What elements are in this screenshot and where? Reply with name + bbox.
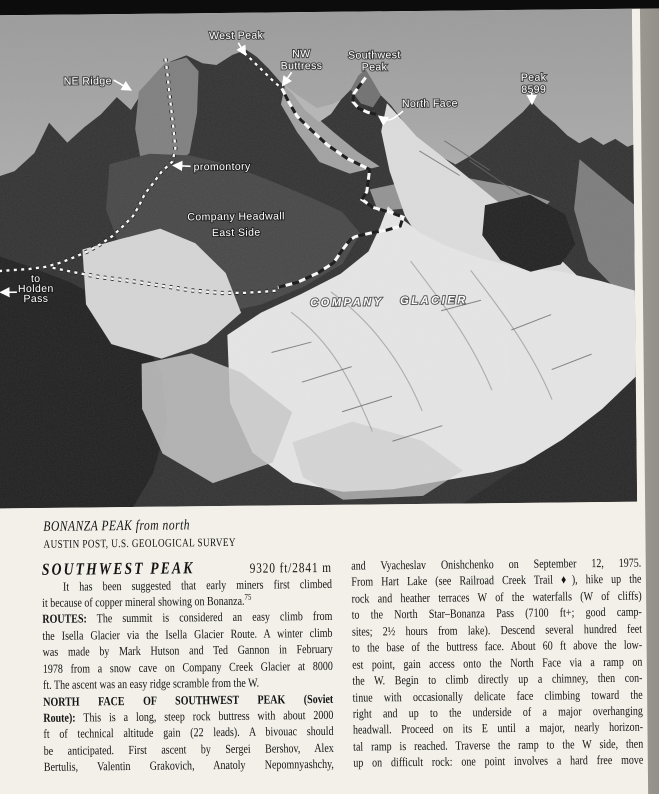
text-line: sites; 2½ hours from lake). Descend several hundred feet <box>351 621 643 639</box>
text-line: and Vyacheslav Onishchenko on September 12, 1975. <box>351 555 642 573</box>
photo-label-company-glacier-left: COMPANY <box>310 296 384 310</box>
text-line: est point, gain access onto the North Face via a ramp on <box>352 654 643 672</box>
caption-title: BONANZA PEAK from north <box>43 517 191 535</box>
photo-label-ne-ridge: NE Ridge <box>63 75 112 88</box>
caption-credit: AUSTIN POST, U.S. GEOLOGICAL SURVEY <box>43 536 236 551</box>
elevation-value: 9320 ft/2841 m <box>249 560 332 577</box>
right-column-text <box>351 555 643 772</box>
text-line: was made by Mark Hutson and Ted Gannon in February <box>42 642 333 660</box>
text-line: NORTH FACE OF SOUTHWEST PEAK (Soviet <box>43 691 334 709</box>
left-column <box>42 558 334 776</box>
text-line: the Isella Glacier via the Isella Glacier Route. A winter climb <box>42 625 333 643</box>
text-line: Route): This is a long, steep rock buttress with about 2000 <box>43 707 334 725</box>
text-line: be anticipated. First ascent by Sergei Bershov, Alex <box>43 740 334 758</box>
photo-label-company-glacier-right: GLACIER <box>400 294 468 308</box>
photo-label-west-peak: West Peak <box>209 29 264 43</box>
left-column-text <box>42 575 334 775</box>
photo-label-nw-buttress: NWButtress <box>280 48 323 73</box>
text-line: the W. Begin to climb directly up a chimney, then con- <box>352 670 643 688</box>
text-line: it because of copper mineral showing on Bonanza.$^{75}$ <box>42 591 252 610</box>
text-line: headwall. Proceed on its E until a major, nearly horizon- <box>352 719 644 738</box>
text-line: right and up to the underside of a major overhanging <box>352 703 643 721</box>
photo-label-peak-8599: Peak8599 <box>520 71 547 96</box>
article-columns <box>42 555 644 776</box>
photo-label-company-headwall: Company HeadwallEast Side <box>187 210 285 240</box>
photo-label-southwest-peak: SouthwestPeak <box>348 49 401 74</box>
text-line: ROUTES: The summit is considered an easy climb from <box>42 609 333 627</box>
photo-label-north-face: North Face <box>401 97 458 111</box>
photo-label-to-holden-pass: toHoldenPass <box>17 272 54 306</box>
right-column <box>351 555 643 773</box>
text-line: From Hart Lake (see Railroad Creek Trail ♦), hike up the <box>351 572 642 590</box>
text-line: It has been suggested that early miners first climbed <box>62 576 333 594</box>
photo-label-promontory: promontory <box>193 160 251 174</box>
label-arrow-promontory <box>174 165 191 166</box>
text-line: up on difficult rock: one point involves a hard free move <box>353 752 644 770</box>
photo-caption <box>43 517 236 551</box>
text-line: ft of technical altitude gain (22 leads). A bivouac should <box>43 724 334 742</box>
text-line: Bertulis, Valentin Grakovich, Anatoly Nepomnyashchy, <box>43 757 334 775</box>
text-line: rock and heather terraces W of the waterfalls (W of cliffs) <box>351 588 642 606</box>
text-line: to the base of the buttress face. About 60 ft above the low- <box>352 637 643 655</box>
section-heading: SOUTHWEST PEAK <box>41 558 195 579</box>
text-line: to the North Star–Bonanza Pass (7100 ft+; good camp- <box>351 604 642 622</box>
text-line: tinue with occasionally delicate face climbing toward the <box>352 687 643 705</box>
text-line: 1978 from a snow cave on Company Creek Glacier at 8000 <box>42 658 333 676</box>
text-line: tal ramp is reached. Traverse the ramp to the W side, then <box>353 736 644 754</box>
mountain-photograph <box>0 9 637 509</box>
text-line: ft. The ascent was an easy ridge scramble from the W. <box>42 675 260 693</box>
